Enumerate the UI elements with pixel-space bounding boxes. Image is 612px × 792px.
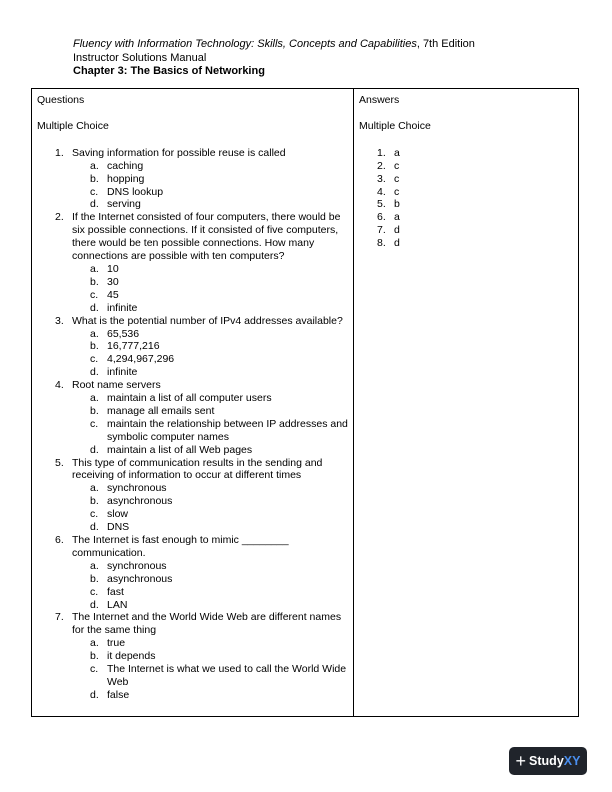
option-letter: a. [90,262,99,275]
option-text: infinite [107,301,138,314]
option-text: true [107,637,126,650]
question-item [37,315,349,328]
answer-option [37,508,349,521]
option-text: it depends [107,650,156,663]
answer-item [359,147,574,160]
edition: , 7th Edition [416,38,475,50]
answer-letter: c [394,185,400,198]
answer-option [37,173,349,186]
option-text: synchronous [107,482,167,495]
option-text: maintain a list of all computer users [107,392,272,405]
option-text: infinite [107,366,138,379]
option-letter: c. [90,417,99,430]
answer-letter: c [394,172,400,185]
question-item [37,457,349,483]
question-text: If the Internet consisted of four computers, there would be six possible connections. If it consisted of five computers, there would be ten possible connections. How many connections are possible with ten computers? [72,211,341,263]
qa-table [31,88,579,717]
book-title: Fluency with Information Technology: Skills, Concepts and Capabilities [73,38,417,50]
option-letter: b. [90,172,99,185]
question-text: The Internet is fast enough to mimic ________ communication. [72,534,289,559]
answer-number: 3. [377,172,386,185]
question-number: 4. [55,379,64,392]
option-letter: c. [90,663,99,676]
answer-option [37,573,349,586]
answer-letter: c [394,159,400,172]
question-text: The Internet and the World Wide Web are different names for the same thing [72,611,342,637]
option-letter: b. [90,404,99,417]
option-letter: d. [90,366,99,379]
questions-heading: Questions [37,94,85,106]
answer-option [37,366,349,379]
answer-option [37,289,349,302]
answer-item [359,237,574,250]
option-text: serving [107,198,141,211]
option-letter: d. [90,521,99,534]
answer-number: 1. [377,146,386,159]
question-number: 1. [55,146,64,159]
option-letter: a. [90,327,99,340]
option-letter: b. [90,495,99,508]
answer-option [37,599,349,612]
question-number: 7. [55,611,64,624]
option-text: LAN [107,598,128,611]
option-letter: d. [90,301,99,314]
brand-name: Study [529,754,564,768]
answer-item [359,173,574,186]
option-text: asynchronous [107,572,173,585]
answer-item [359,160,574,173]
option-text: 16,777,216 [107,340,160,353]
answer-option [37,353,349,366]
option-text: The Internet is what we used to call the World Wide Web [107,663,347,688]
option-text: DNS [107,521,130,534]
option-text: 10 [107,262,119,275]
answer-option [37,302,349,315]
answer-number: 5. [377,198,386,211]
option-letter: b. [90,340,99,353]
option-text: 45 [107,288,119,301]
answer-item [359,186,574,199]
question-item [37,611,349,637]
question-item [37,534,349,560]
answer-option [37,405,349,418]
option-letter: c. [90,585,99,598]
option-letter: d. [90,688,99,701]
question-text: Root name servers [72,379,161,392]
answer-letter: d [394,237,400,250]
answer-option [37,186,349,199]
questions-column [37,94,349,702]
studyxy-badge[interactable] [509,747,587,775]
document-header [73,38,475,79]
answer-option [37,328,349,341]
option-letter: a. [90,482,99,495]
brand-suffix: XY [563,754,581,768]
answer-number: 6. [377,211,386,224]
answers-column [359,94,574,250]
question-number: 5. [55,456,64,469]
answer-item [359,211,574,224]
option-text: false [107,688,130,701]
option-text: maintain a list of all Web pages [107,443,253,456]
answer-item [359,224,574,237]
answer-option [37,160,349,173]
option-letter: c. [90,288,99,301]
answer-letter: a [394,211,400,224]
option-letter: d. [90,198,99,211]
option-letter: b. [90,572,99,585]
answer-letter: a [394,146,400,159]
answer-option [37,392,349,405]
questions-section-label: Multiple Choice [37,119,109,132]
chapter-title: Chapter 3: The Basics of Networking [73,65,265,77]
answer-option [37,482,349,495]
plus-icon: + [515,751,527,771]
answer-number: 8. [377,237,386,250]
question-number: 2. [55,211,64,224]
answer-number: 7. [377,224,386,237]
answer-option [37,689,349,702]
answer-option [37,276,349,289]
answers-heading: Answers [359,94,400,106]
option-letter: c. [90,508,99,521]
option-text: asynchronous [107,495,173,508]
question-text: Saving information for possible reuse is called [72,146,286,159]
option-text: maintain the relationship between IP addresses and symbolic computer names [107,417,348,443]
answer-option [37,340,349,353]
option-letter: b. [90,275,99,288]
option-text: slow [107,508,129,521]
answer-option [37,637,349,650]
option-letter: c. [90,353,99,366]
question-text: This type of communication results in the sending and receiving of information to occur at different times [72,456,323,482]
manual-title: Instructor Solutions Manual [73,51,207,64]
option-text: caching [107,159,144,172]
option-letter: a. [90,559,99,572]
answer-option [37,560,349,573]
answer-list [359,147,574,250]
answers-section-label: Multiple Choice [359,119,431,132]
option-text: 30 [107,275,119,288]
option-letter: a. [90,159,99,172]
question-item [37,147,349,160]
answer-option [37,663,349,689]
answer-option [37,418,349,444]
option-text: synchronous [107,559,167,572]
answer-option [37,521,349,534]
column-divider [353,89,354,716]
option-text: hopping [107,172,145,185]
question-list [37,147,349,702]
answer-number: 2. [377,159,386,172]
answer-item [359,198,574,211]
answer-option [37,263,349,276]
option-letter: d. [90,598,99,611]
option-letter: a. [90,392,99,405]
option-text: 65,536 [107,327,140,340]
question-item [37,211,349,263]
question-number: 6. [55,534,64,546]
option-letter: a. [90,637,99,650]
question-item [37,379,349,392]
option-text: fast [107,585,124,598]
answer-number: 4. [377,185,386,198]
option-letter: c. [90,185,99,198]
option-text: manage all emails sent [107,404,215,417]
book-line [73,38,475,52]
option-letter: d. [90,443,99,456]
answer-option [37,495,349,508]
answer-letter: d [394,224,400,237]
answer-option [37,586,349,599]
question-text: What is the potential number of IPv4 addresses available? [72,314,343,327]
option-letter: b. [90,650,99,663]
answer-option [37,650,349,663]
option-text: DNS lookup [107,185,164,198]
answer-option [37,198,349,211]
answer-letter: b [394,198,400,211]
option-text: 4,294,967,296 [107,353,175,366]
answer-option [37,444,349,457]
question-number: 3. [55,314,64,327]
